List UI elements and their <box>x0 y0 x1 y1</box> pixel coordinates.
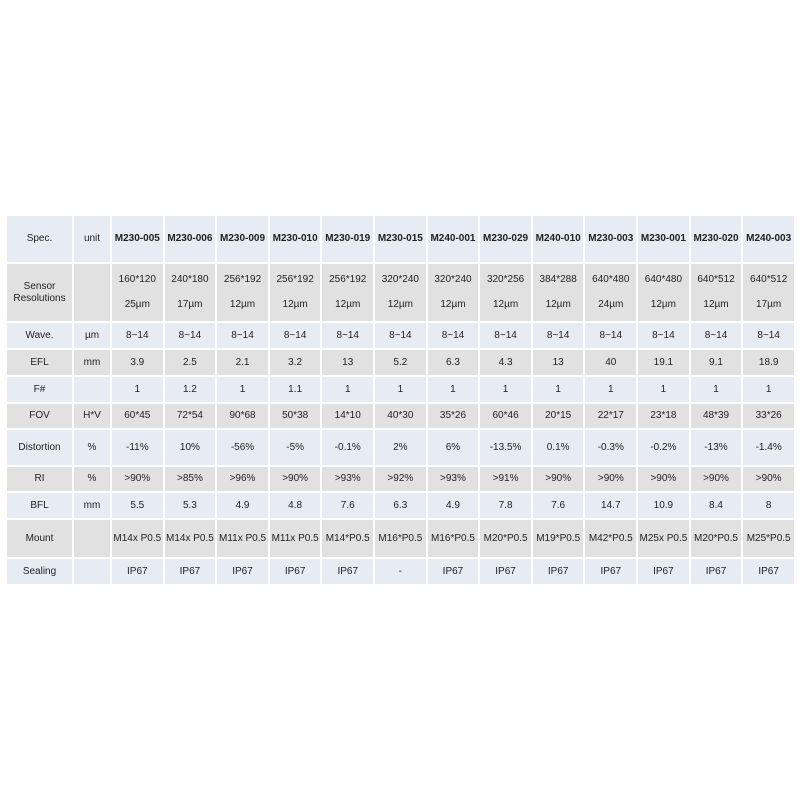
pixel-pitch-value: 12µm <box>387 299 413 310</box>
table-cell: 8~14 <box>742 322 795 349</box>
table-cell: 8~14 <box>321 322 374 349</box>
table-cell: >92% <box>374 466 427 492</box>
table-cell: 1 <box>427 376 480 403</box>
resolution-value: 640*480 <box>592 274 630 285</box>
table-cell: M16*P0.5 <box>374 519 427 558</box>
table-cell: -13% <box>690 429 743 466</box>
table-cell: 8.4 <box>690 492 743 519</box>
spec-header: Spec. <box>6 215 73 263</box>
pixel-pitch-value: 12µm <box>440 299 466 310</box>
model-header: M230-020 <box>690 215 743 263</box>
unit-label <box>73 519 111 558</box>
table-cell: 5.2 <box>374 349 427 376</box>
table-cell <box>742 263 795 322</box>
table-cell: 33*26 <box>742 403 795 429</box>
resolution-value: 240*180 <box>171 274 209 285</box>
spec-label: Sensor Resolutions <box>6 263 73 322</box>
pixel-pitch-value: 12µm <box>545 299 571 310</box>
table-cell: 60*45 <box>111 403 164 429</box>
table-cell: -1.4% <box>742 429 795 466</box>
table-cell: M11x P0.5 <box>269 519 322 558</box>
table-cell: 8~14 <box>690 322 743 349</box>
table-cell <box>637 263 690 322</box>
resolution-value: 320*256 <box>486 274 525 285</box>
table-cell: 20*15 <box>532 403 585 429</box>
table-cell: >90% <box>111 466 164 492</box>
table-cell: M20*P0.5 <box>479 519 532 558</box>
table-cell: 50*38 <box>269 403 322 429</box>
table-cell: IP67 <box>111 558 164 585</box>
table-cell: 4.9 <box>216 492 269 519</box>
model-header: M230-009 <box>216 215 269 263</box>
pixel-pitch-value: 12µm <box>650 299 676 310</box>
pixel-pitch-value: 12µm <box>703 299 729 310</box>
pixel-pitch-value: 12µm <box>282 299 308 310</box>
model-header: M230-005 <box>111 215 164 263</box>
table-cell: IP67 <box>690 558 743 585</box>
table-cell: 1 <box>742 376 795 403</box>
table-cell <box>479 263 532 322</box>
model-header: M230-019 <box>321 215 374 263</box>
unit-label: % <box>73 466 111 492</box>
table-cell: 8~14 <box>584 322 637 349</box>
table-cell: 4.8 <box>269 492 322 519</box>
spec-label: Mount <box>6 519 73 558</box>
table-cell: 1 <box>690 376 743 403</box>
table-cell: 3.2 <box>269 349 322 376</box>
table-cell: IP67 <box>269 558 322 585</box>
model-header: M240-001 <box>427 215 480 263</box>
pixel-pitch-value: 12µm <box>335 299 361 310</box>
table-cell: 60*46 <box>479 403 532 429</box>
table-cell: IP67 <box>216 558 269 585</box>
pixel-pitch-value: 17µm <box>177 299 203 310</box>
table-cell <box>532 263 585 322</box>
unit-label <box>73 558 111 585</box>
table-cell: M25*P0.5 <box>742 519 795 558</box>
table-cell <box>321 263 374 322</box>
table-cell: 4.9 <box>427 492 480 519</box>
table-cell: 40*30 <box>374 403 427 429</box>
table-cell: 18.9 <box>742 349 795 376</box>
unit-label: % <box>73 429 111 466</box>
unit-label <box>73 263 111 322</box>
table-cell: -0.3% <box>584 429 637 466</box>
header-row <box>6 215 795 263</box>
spec-label: Sealing <box>6 558 73 585</box>
model-header: M240-010 <box>532 215 585 263</box>
table-cell <box>216 263 269 322</box>
table-cell: 72*54 <box>164 403 217 429</box>
table-row <box>6 519 795 558</box>
unit-label <box>73 376 111 403</box>
table-cell: 35*26 <box>427 403 480 429</box>
table-cell: 8~14 <box>374 322 427 349</box>
table-cell: M25x P0.5 <box>637 519 690 558</box>
table-cell: 8~14 <box>111 322 164 349</box>
resolution-value: 320*240 <box>434 274 472 285</box>
table-cell: -0.1% <box>321 429 374 466</box>
table-cell: 1.1 <box>269 376 322 403</box>
resolution-value: 640*480 <box>644 274 683 285</box>
table-cell: -13.5% <box>479 429 532 466</box>
table-cell: 19.1 <box>637 349 690 376</box>
table-cell <box>584 263 637 322</box>
model-header: M230-015 <box>374 215 427 263</box>
table-cell: IP67 <box>427 558 480 585</box>
table-cell: 5.3 <box>164 492 217 519</box>
unit-label: mm <box>73 492 111 519</box>
table-cell: 6.3 <box>374 492 427 519</box>
table-cell: >85% <box>164 466 217 492</box>
pixel-pitch-value: 12µm <box>492 299 519 310</box>
table-cell: >90% <box>269 466 322 492</box>
table-cell <box>427 263 480 322</box>
table-cell: 6.3 <box>427 349 480 376</box>
table-cell: -11% <box>111 429 164 466</box>
table-cell: M19*P0.5 <box>532 519 585 558</box>
table-cell: 40 <box>584 349 637 376</box>
table-cell: IP67 <box>164 558 217 585</box>
table-cell: M11x P0.5 <box>216 519 269 558</box>
table-cell: 2.1 <box>216 349 269 376</box>
table-cell: -5% <box>269 429 322 466</box>
table-cell <box>269 263 322 322</box>
table-row <box>6 466 795 492</box>
table-cell: IP67 <box>637 558 690 585</box>
table-cell: >90% <box>690 466 743 492</box>
table-row <box>6 429 795 466</box>
unit-header: unit <box>73 215 111 263</box>
table-cell: - <box>374 558 427 585</box>
table-cell: 2% <box>374 429 427 466</box>
resolution-value: 640*512 <box>750 274 788 285</box>
table-cell: 1 <box>637 376 690 403</box>
table-row <box>6 376 795 403</box>
table-cell: -0.2% <box>637 429 690 466</box>
model-header: M230-006 <box>164 215 217 263</box>
table-cell: 8~14 <box>479 322 532 349</box>
table-cell: 1 <box>374 376 427 403</box>
table-cell: >96% <box>216 466 269 492</box>
spec-label: FOV <box>6 403 73 429</box>
model-header: M230-001 <box>637 215 690 263</box>
table-cell: IP67 <box>584 558 637 585</box>
table-cell: 8~14 <box>164 322 217 349</box>
table-cell: 13 <box>532 349 585 376</box>
table-cell: 2.5 <box>164 349 217 376</box>
model-header: M230-010 <box>269 215 322 263</box>
table-cell: >93% <box>321 466 374 492</box>
spec-label: Wave. <box>6 322 73 349</box>
table-cell: >93% <box>427 466 480 492</box>
table-cell: M20*P0.5 <box>690 519 743 558</box>
table-cell: 9.1 <box>690 349 743 376</box>
table-cell: 13 <box>321 349 374 376</box>
table-cell: 10% <box>164 429 217 466</box>
table-cell: 8~14 <box>216 322 269 349</box>
table-row <box>6 263 795 322</box>
table-row <box>6 403 795 429</box>
resolution-value: 256*192 <box>329 274 367 285</box>
table-cell: 3.9 <box>111 349 164 376</box>
table-cell: IP67 <box>479 558 532 585</box>
spec-label: Distortion <box>6 429 73 466</box>
table-cell: -56% <box>216 429 269 466</box>
pixel-pitch-value: 24µm <box>598 299 624 310</box>
table-cell: M16*P0.5 <box>427 519 480 558</box>
resolution-value: 160*120 <box>118 274 156 285</box>
table-cell: 7.6 <box>321 492 374 519</box>
table-cell: 48*39 <box>690 403 743 429</box>
pixel-pitch-value: 12µm <box>229 299 256 310</box>
table-cell: IP67 <box>742 558 795 585</box>
spec-table <box>5 214 796 586</box>
unit-label: µm <box>73 322 111 349</box>
spec-label: RI <box>6 466 73 492</box>
table-cell: 0.1% <box>532 429 585 466</box>
pixel-pitch-value: 25µm <box>124 299 150 310</box>
unit-label: H*V <box>73 403 111 429</box>
table-cell: 1 <box>321 376 374 403</box>
resolution-value: 384*288 <box>539 274 577 285</box>
table-row <box>6 558 795 585</box>
table-cell: 8~14 <box>637 322 690 349</box>
table-cell: 5.5 <box>111 492 164 519</box>
table-cell: M14x P0.5 <box>164 519 217 558</box>
table-cell: M14x P0.5 <box>111 519 164 558</box>
table-cell <box>164 263 217 322</box>
spec-label: F# <box>6 376 73 403</box>
table-cell: 90*68 <box>216 403 269 429</box>
model-header: M240-003 <box>742 215 795 263</box>
table-cell: >90% <box>742 466 795 492</box>
resolution-value: 640*512 <box>697 274 735 285</box>
table-cell: 10.9 <box>637 492 690 519</box>
model-header: M230-003 <box>584 215 637 263</box>
table-cell: 7.8 <box>479 492 532 519</box>
table-cell: 14*10 <box>321 403 374 429</box>
unit-label: mm <box>73 349 111 376</box>
table-cell: M42*P0.5 <box>584 519 637 558</box>
table-cell: IP67 <box>532 558 585 585</box>
table-cell: 1 <box>216 376 269 403</box>
spec-label: BFL <box>6 492 73 519</box>
table-cell: 1 <box>532 376 585 403</box>
table-cell: 8~14 <box>269 322 322 349</box>
table-cell <box>690 263 743 322</box>
table-cell <box>374 263 427 322</box>
table-row <box>6 349 795 376</box>
table-cell <box>111 263 164 322</box>
table-row <box>6 322 795 349</box>
table-cell: 6% <box>427 429 480 466</box>
table-cell: 7.6 <box>532 492 585 519</box>
table-cell: M14*P0.5 <box>321 519 374 558</box>
table-cell: 4.3 <box>479 349 532 376</box>
table-cell: 1 <box>479 376 532 403</box>
table-cell: IP67 <box>321 558 374 585</box>
table-row <box>6 492 795 519</box>
table-cell: 22*17 <box>584 403 637 429</box>
table-cell: 14.7 <box>584 492 637 519</box>
table-cell: 23*18 <box>637 403 690 429</box>
table-cell: 1 <box>584 376 637 403</box>
table-cell: 8~14 <box>427 322 480 349</box>
table-cell: >90% <box>532 466 585 492</box>
table-cell: 8 <box>742 492 795 519</box>
table-cell: >91% <box>479 466 532 492</box>
resolution-value: 256*192 <box>223 274 262 285</box>
resolution-value: 320*240 <box>381 274 419 285</box>
pixel-pitch-value: 17µm <box>756 299 782 310</box>
table-cell: >90% <box>584 466 637 492</box>
spec-label: EFL <box>6 349 73 376</box>
table-cell: 1.2 <box>164 376 217 403</box>
model-header: M230-029 <box>479 215 532 263</box>
resolution-value: 256*192 <box>276 274 314 285</box>
table-cell: 1 <box>111 376 164 403</box>
table-cell: 8~14 <box>532 322 585 349</box>
table-cell: >90% <box>637 466 690 492</box>
